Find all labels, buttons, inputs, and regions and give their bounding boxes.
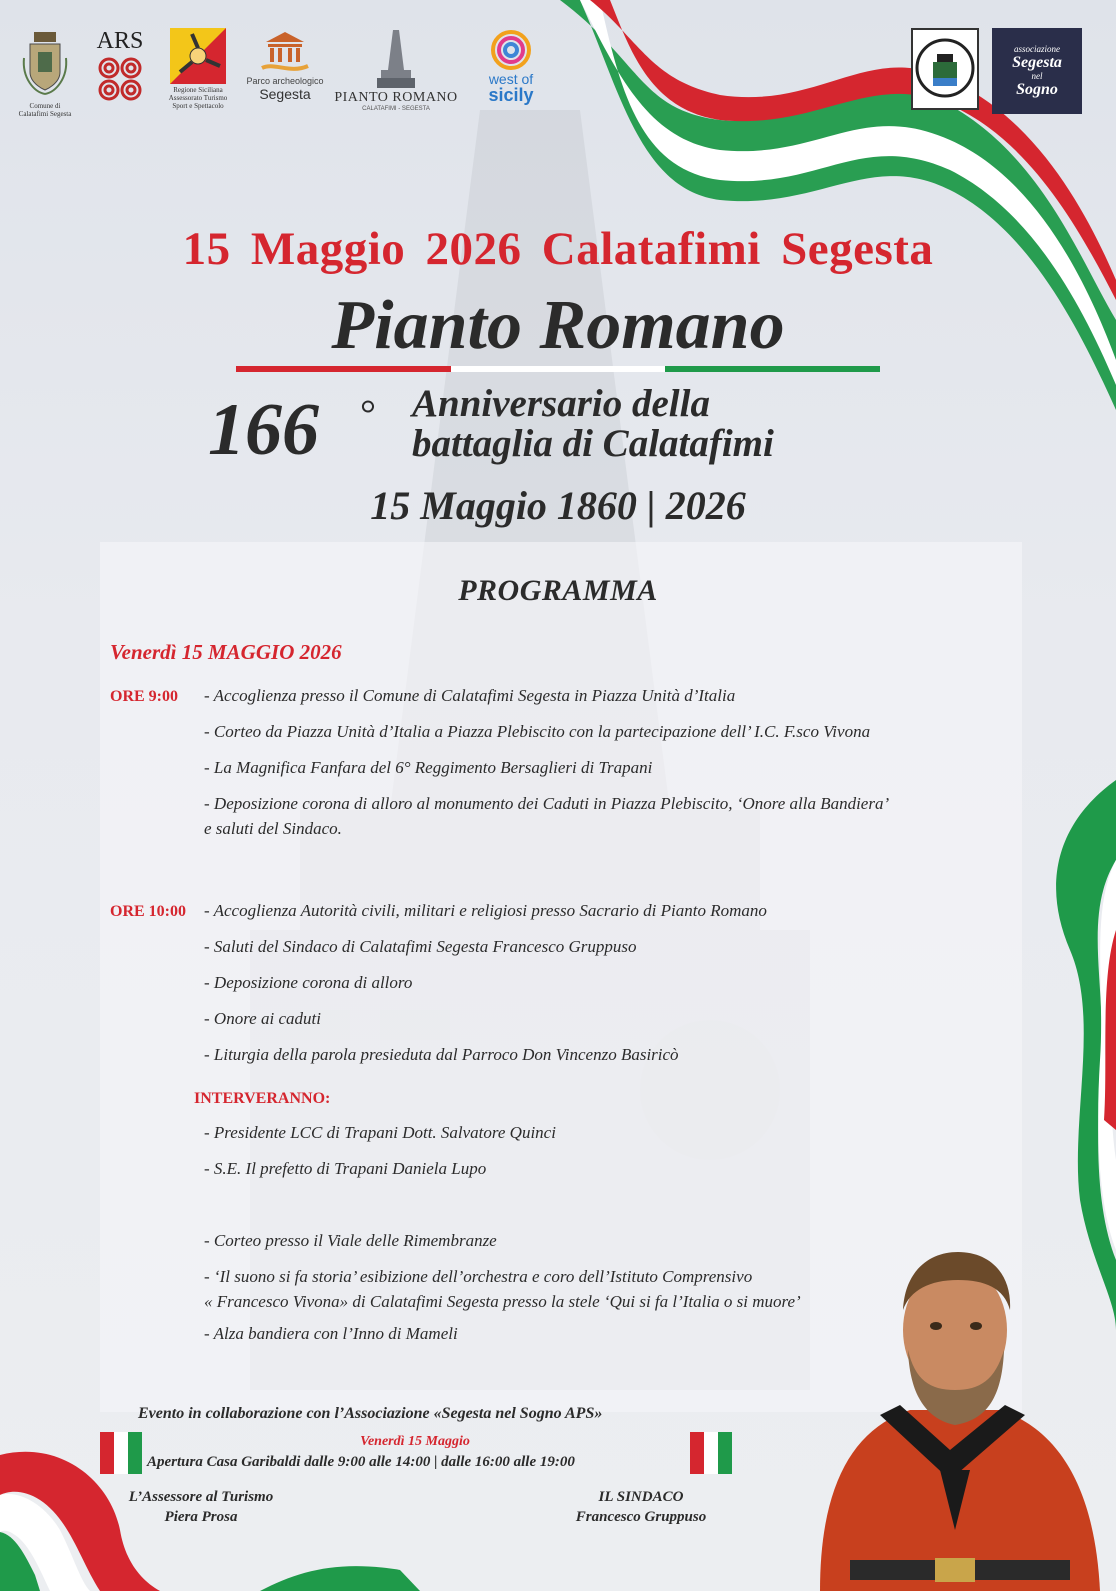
sindaco-signature (556, 1487, 726, 1527)
pianto-line1: PIANTO ROMANO (334, 90, 458, 105)
sindaco-name: Francesco Gruppuso (575, 1509, 707, 1525)
west-of-sicily-logo (474, 28, 548, 104)
historic-dates: 15 Maggio 1860 | 2026 (370, 483, 746, 528)
programme-item: - Alza bandiera con l’Inno di Mameli (204, 1324, 458, 1343)
page-title: Pianto Romano (331, 287, 785, 364)
programme-day: Venerdì 15 MAGGIO 2026 (110, 640, 342, 664)
programme-item: - Corteo presso il Viale delle Rimembranze (204, 1231, 497, 1250)
programme-item: e saluti del Sindaco. (204, 819, 342, 838)
anniversary-line2: battaglia di Calatafimi (412, 422, 774, 465)
casa-garibaldi-day: Venerdì 15 Maggio (360, 1434, 470, 1449)
parco-line1: Parco archeologico (246, 76, 324, 86)
assessore-signature (106, 1487, 296, 1527)
programme-heading: PROGRAMMA (458, 574, 658, 607)
programme-item: - Accoglienza presso il Comune di Calatafimi Segesta in Piazza Unità d’Italia (204, 686, 736, 705)
parco-line2: Segesta (259, 86, 311, 102)
sogno-line3: nel (1031, 71, 1043, 81)
comune-caption: Comune di Calatafimi Segesta (18, 102, 72, 118)
interverranno-label: INTERVERANNO: (194, 1090, 331, 1107)
ic-vivona-logo (910, 28, 980, 110)
segesta-sogno-logo (992, 28, 1082, 114)
casa-garibaldi-hours: Apertura Casa Garibaldi dalle 9:00 alle 14:00 | dalle 16:00 alle 19:00 (147, 1454, 575, 1470)
programme-item: - Onore ai caduti (204, 1009, 321, 1028)
temple-icon (260, 28, 310, 76)
underline-red (236, 366, 451, 372)
collaboration-note: Evento in collaborazione con l’Associazione «Segesta nel Sogno APS» (138, 1405, 603, 1422)
obelisk-icon (371, 28, 421, 90)
underline-green (665, 366, 880, 372)
date-place-heading: 15 Maggio 2026 Calatafimi Segesta (182, 223, 934, 275)
anniversary-line1: Anniversario della (412, 382, 710, 425)
west-line2: sicily (488, 85, 534, 105)
regione-caption: Regione Siciliana Assessorato Turismo Sport e Spettacolo (168, 86, 228, 110)
degree-symbol: ° (360, 391, 376, 436)
programme-item: « Francesco Vivona» di Calatafimi Segesta presso la stele ‘Qui si fa l’Italia o si muore’ (204, 1292, 801, 1311)
assessore-name: Piera Prosa (164, 1509, 238, 1525)
tricolour-underline (236, 366, 880, 372)
trinacria-icon (170, 28, 226, 84)
spiral-icon (483, 28, 539, 72)
programme-item: - Liturgia della parola presieduta dal Parroco Don Vincenzo Basiricò (204, 1045, 679, 1064)
time-label-9: ORE 9:00 (110, 688, 178, 705)
pianto-line2: CALATAFIMI - SEGESTA (362, 106, 430, 112)
sogno-line1: associazione (1014, 44, 1060, 54)
programme-item: - Accoglienza Autorità civili, militari e religiosi presso Sacrario di Pianto Romano (204, 901, 767, 920)
sogno-line4: Sogno (1016, 81, 1058, 98)
anniversary-number: 166 (208, 389, 319, 471)
programme-item: - Deposizione corona di alloro (204, 973, 413, 992)
comune-logo (18, 28, 72, 118)
ars-emblem-icon (96, 55, 144, 103)
ars-logo (92, 28, 148, 103)
west-line1: west of (488, 71, 534, 87)
regione-logo (166, 28, 230, 110)
ars-text: ARS (96, 28, 144, 54)
programme-item: - Deposizione corona di alloro al monumento dei Caduti in Piazza Plebiscito, ‘Onore alla Bandiera’ (204, 794, 890, 813)
programme-item: - Presidente LCC di Trapani Dott. Salvatore Quinci (204, 1123, 556, 1142)
school-emblem-icon (911, 28, 979, 110)
garibaldi-portrait (790, 1240, 1116, 1591)
logos-row (16, 28, 1106, 128)
anniversary-text (412, 384, 774, 464)
sindaco-role: IL SINDACO (598, 1489, 684, 1505)
sogno-line2: Segesta (1012, 54, 1062, 71)
programme-item: - La Magnifica Fanfara del 6° Reggimento Bersaglieri di Trapani (204, 758, 653, 777)
assessore-role: L’Assessore al Turismo (128, 1489, 274, 1505)
programme-item: - ‘Il suono si fa storia’ esibizione dell’orchestra e coro dell’Istituto Comprensivo (204, 1267, 753, 1286)
time-label-10: ORE 10:00 (110, 903, 186, 920)
programme-item: - Saluti del Sindaco di Calatafimi Segesta Francesco Gruppuso (204, 937, 637, 956)
parco-logo (242, 28, 328, 102)
programme-item: - Corteo da Piazza Unità d’Italia a Piazza Plebiscito con la partecipazione dell’ I.C. F.sco Vivona (204, 722, 871, 741)
underline-white (451, 366, 666, 372)
coat-of-arms-icon (20, 28, 70, 100)
pianto-romano-logo (326, 28, 466, 112)
programme-item: - S.E. Il prefetto di Trapani Daniela Lupo (204, 1159, 487, 1178)
